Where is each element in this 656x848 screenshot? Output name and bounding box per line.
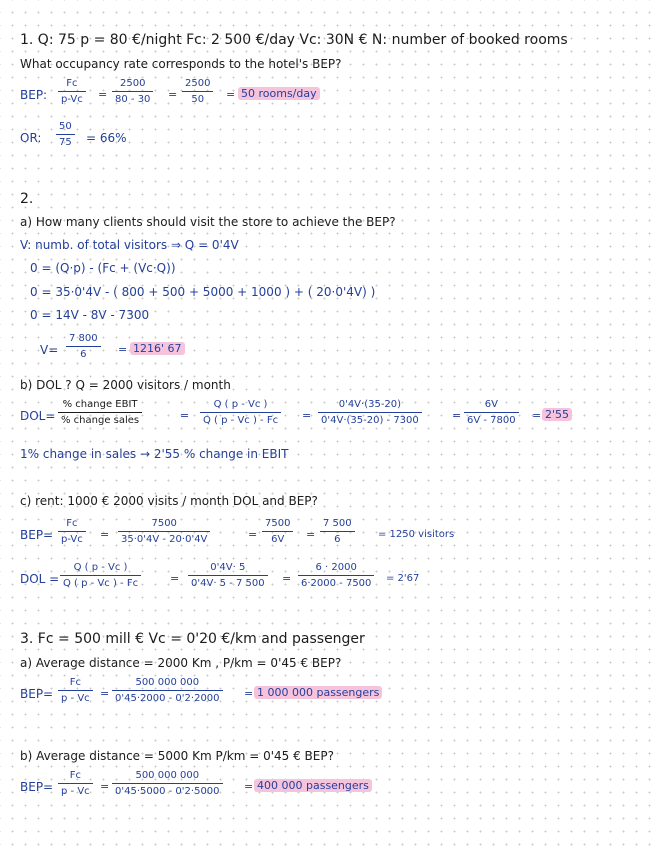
q2-b-conclusion: 1% change in sales → 2'55 % change in EBIT	[20, 447, 289, 461]
numerator: Fc	[66, 518, 78, 529]
q2-a-definition: V: numb. of total visitors ⇒ Q = 0'4V	[20, 238, 239, 252]
denominator: 0'4V·(35-20) - 7300	[321, 415, 419, 426]
numerator: 6 · 2000	[315, 562, 357, 573]
q1-header: 1. Q: 75 p = 80 €/night Fc: 2 500 €/day Vc: 30N € N: number of booked rooms	[20, 32, 568, 48]
q1-bep-label: BEP:	[20, 88, 48, 102]
denominator: 6	[334, 534, 341, 545]
q2-a-v-label: V=	[40, 343, 59, 357]
numerator: 6V	[484, 399, 498, 410]
denominator: p-Vc	[61, 94, 83, 105]
denominator: p - Vc	[61, 786, 90, 797]
c-bep-fraction-simplified	[320, 518, 355, 545]
q2-number: 2.	[20, 191, 34, 207]
c-bep-fraction-values	[118, 518, 210, 545]
numerator: Q ( p - Vc )	[213, 399, 268, 410]
q1-or-fraction	[56, 121, 75, 148]
numerator: Fc	[69, 677, 81, 688]
q1-fraction-values	[112, 78, 153, 105]
q3-a-bep-label: BEP=	[20, 687, 54, 701]
numerator: 50	[59, 121, 72, 132]
q1-or-label: OR:	[20, 131, 42, 145]
q2-a-equation-2: 0 = 35·0'4V - ( 800 + 500 + 5000 + 1000 ) + ( 20·0'4V) )	[30, 285, 376, 299]
c-dol-fraction-formula	[60, 562, 141, 589]
denominator: 6	[80, 349, 87, 360]
notes-page: 1. Q: 75 p = 80 €/night Fc: 2 500 €/day Vc: 30N € N: number of booked rooms What occupancy rate corresponds to the hotel's BEP? BEP: Fc p-Vc = 2500 80 - 30 = 2500 50 = 50 rooms/day OR: 50 75 = 66% 2. a) How many clients should visit the store to achieve the BEP? V: numb. of total visitors ⇒ Q = 0'4V 0 = (Q·p) - (Fc + (Vc·Q)) 0 = 35·0'4V - ( 800 + 500 + 5000 + 1000 ) + ( 20·0'4V) ) 0 = 14V - 8V - 7300 V= 7 800 6 = 1216' 67 b) DOL ? Q = 2000 visitors / month DOL= % change EBIT % change sales = Q ( p - Vc ) Q ( p - Vc ) - Fc = 0'4V·(35-20) 0'4V·(35-20) - 7300 = 6V 6V - 7800 = 2'55 1% change in sales → 2'55 % change in EBIT c) rent: 1000 € 2000 visits / month DOL and BEP? BEP= Fc p-Vc = 7500 35·0'4V - 20·0'4V = 7500 6V = 7 500 6 = 1250 visitors DOL = Q ( p - Vc ) Q ( p - Vc ) - Fc = 0'4V· 5 0'4V· 5 - 7 500 = 6 · 2000 6·2000 - 7500 = 2'67 3. Fc = 500 mill € Vc = 0'20 €/km and passenger a) Average distance = 2000 Km , P/km = 0'45 € BEP? BEP= Fc p - Vc = 500 000 000 0'45·2000 - 0'2·2000 = 1 000 000 passengers b) Average distance = 5000 Km P/km = 0'45 € BEP? BEP= Fc p - Vc = 500 000 000 0'45·5000 - 0'2·5000 = 400 000 passengers	[0, 0, 656, 848]
c-bep-fraction-formula	[58, 518, 86, 545]
q3-a-question: a) Average distance = 2000 Km , P/km = 0'45 € BEP?	[20, 656, 342, 670]
dol-fraction-definition	[58, 399, 142, 426]
q3-a-fraction-values	[112, 677, 223, 704]
q1-fraction-simplified	[182, 78, 213, 105]
c-bep-result: = 1250 visitors	[378, 529, 455, 540]
q2-c-bep-label: BEP=	[20, 528, 54, 542]
denominator: 6V - 7800	[467, 415, 516, 426]
numerator: 7 500	[323, 518, 352, 529]
c-dol-fraction-values	[188, 562, 268, 589]
q2-a-v-result: 1216' 67	[130, 342, 185, 355]
q2-b-question: b) DOL ? Q = 2000 visitors / month	[20, 378, 231, 392]
denominator: p - Vc	[61, 693, 90, 704]
q1-question: What occupancy rate corresponds to the hotel's BEP?	[20, 57, 342, 71]
denominator: 6V	[271, 534, 285, 545]
dol-fraction-formula	[200, 399, 281, 426]
denominator: Q ( p - Vc ) - Fc	[63, 578, 139, 589]
denominator: 0'4V· 5 - 7 500	[191, 578, 265, 589]
q2-c-dol-label: DOL =	[20, 572, 60, 586]
denominator: 50	[191, 94, 205, 105]
numerator: % change EBIT	[62, 399, 138, 410]
q3-b-question: b) Average distance = 5000 Km P/km = 0'45 € BEP?	[20, 749, 334, 763]
denominator: 80 - 30	[115, 94, 151, 105]
dol-fraction-values	[318, 399, 422, 426]
q1-or-result: = 66%	[86, 131, 127, 145]
c-dol-fraction-simplified	[298, 562, 374, 589]
q3-a-result: 1 000 000 passengers	[254, 686, 382, 699]
numerator: 500 000 000	[135, 677, 200, 688]
q2-a-v-fraction	[66, 333, 101, 360]
denominator: p-Vc	[61, 534, 83, 545]
q3-b-bep-label: BEP=	[20, 780, 54, 794]
numerator: 2500	[119, 78, 146, 89]
q3-b-fraction-values	[112, 770, 223, 797]
q3-b-fraction-formula	[58, 770, 93, 797]
denominator: 0'45·5000 - 0'2·5000	[115, 786, 220, 797]
numerator: 2500	[185, 78, 211, 89]
q2-b-dol-label: DOL=	[20, 409, 56, 423]
c-dol-result: = 2'67	[386, 573, 420, 584]
numerator: 0'4V·(35-20)	[338, 399, 402, 410]
denominator: 0'45·2000 - 0'2·2000	[115, 693, 220, 704]
numerator: 7500	[151, 518, 177, 529]
numerator: 0'4V· 5	[210, 562, 246, 573]
dol-result: 2'55	[542, 408, 572, 421]
c-bep-fraction-reduced	[262, 518, 293, 545]
denominator: 6·2000 - 7500	[301, 578, 372, 589]
q2-c-question: c) rent: 1000 € 2000 visits / month DOL and BEP?	[20, 494, 318, 508]
denominator: Q ( p - Vc ) - Fc	[203, 415, 279, 426]
numerator: Q ( p - Vc )	[73, 562, 128, 573]
q3-a-fraction-formula	[58, 677, 93, 704]
q2-a-equation-3: 0 = 14V - 8V - 7300	[30, 308, 150, 322]
denominator: 35·0'4V - 20·0'4V	[121, 534, 208, 545]
denominator: % change sales	[61, 415, 140, 426]
numerator: 500 000 000	[135, 770, 200, 781]
numerator: Fc	[69, 770, 81, 781]
q1-bep-result: 50 rooms/day	[238, 87, 320, 100]
q2-a-question: a) How many clients should visit the store to achieve the BEP?	[20, 215, 396, 229]
q1-fraction-formula	[58, 78, 86, 105]
numerator: 7500	[265, 518, 291, 529]
numerator: Fc	[66, 78, 78, 89]
q3-header: 3. Fc = 500 mill € Vc = 0'20 €/km and passenger	[20, 631, 365, 647]
q3-b-result: 400 000 passengers	[254, 779, 372, 792]
denominator: 75	[59, 137, 72, 148]
q2-a-equation-1: 0 = (Q·p) - (Fc + (Vc·Q))	[30, 261, 176, 275]
numerator: 7 800	[69, 333, 98, 344]
dol-fraction-simplified	[464, 399, 519, 426]
